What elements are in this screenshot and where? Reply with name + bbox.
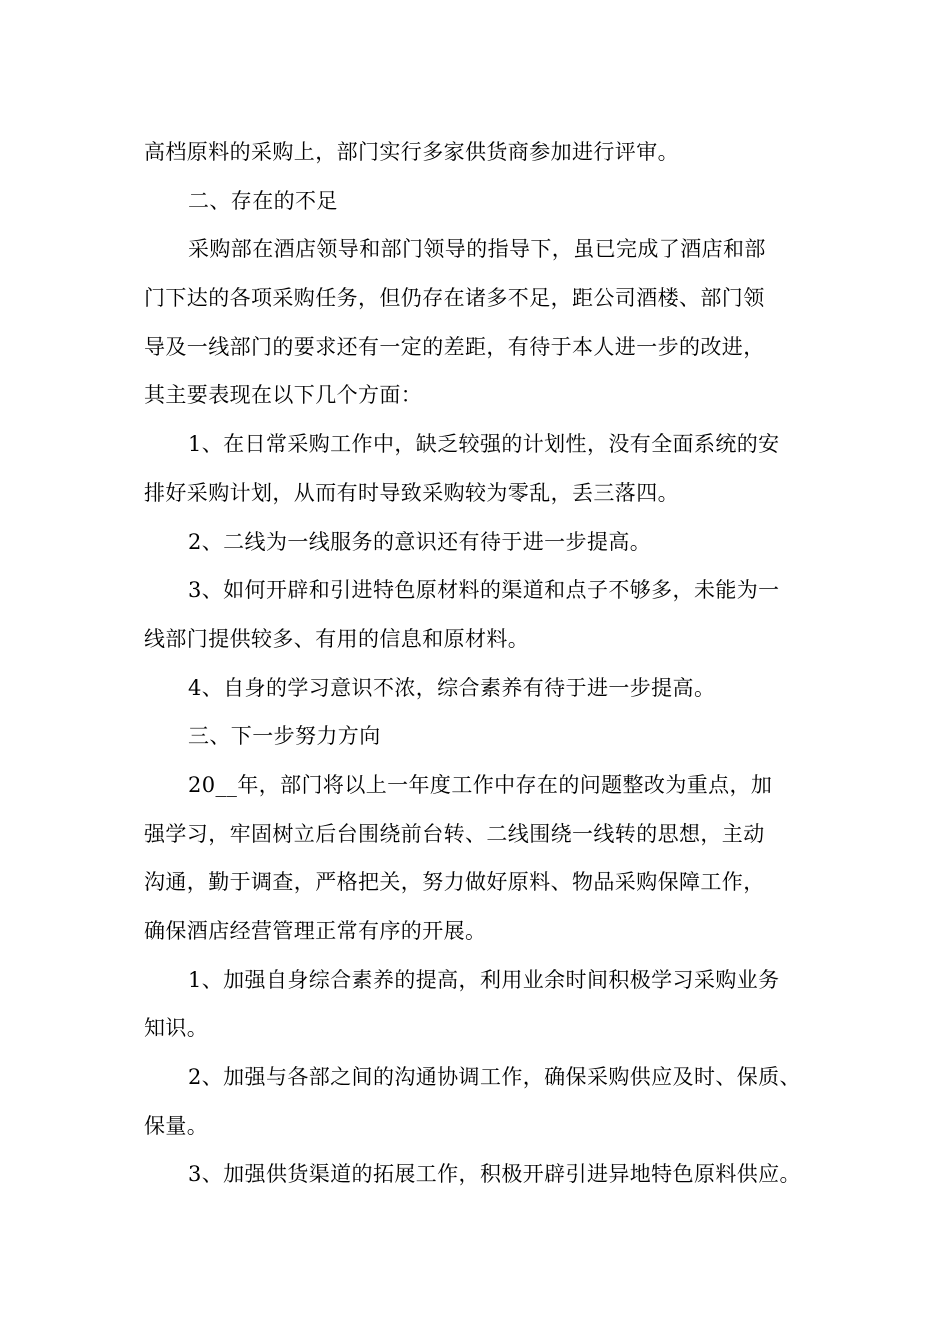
text-line: 强学习，牢固树立后台围绕前台转、二线围绕一线转的思想，主动 bbox=[144, 821, 765, 846]
text-line: 门下达的各项采购任务，但仍存在诸多不足，距公司酒楼、部门领 bbox=[144, 286, 765, 311]
text-line: 1、在日常采购工作中，缺乏较强的计划性，没有全面系统的安 bbox=[188, 432, 780, 457]
text-line: 导及一线部门的要求还有一定的差距，有待于本人进一步的改进， bbox=[144, 334, 765, 359]
text-line: 三、下一步努力方向 bbox=[188, 724, 381, 749]
text-line: 知识。 bbox=[144, 1016, 209, 1041]
text-line: 二、存在的不足 bbox=[188, 188, 338, 213]
text-line: 其主要表现在以下几个方面： bbox=[144, 383, 423, 408]
text-line: 确保酒店经营管理正常有序的开展。 bbox=[144, 919, 487, 943]
text-line: 高档原料的采购上，部门实行多家供货商参加进行评审。 bbox=[144, 140, 679, 164]
text-line: 采购部在酒店领导和部门领导的指导下，虽已完成了酒店和部 bbox=[188, 237, 766, 262]
document-body bbox=[144, 128, 834, 1199]
text-line: 1、加强自身综合素养的提高，利用业余时间积极学习采购业务 bbox=[188, 967, 780, 992]
text-line: 线部门提供较多、有用的信息和原材料。 bbox=[144, 626, 530, 651]
text-line: 3、加强供货渠道的拓展工作，积极开辟引进异地特色原料供应。 bbox=[188, 1162, 801, 1187]
text-line: 4、自身的学习意识不浓，综合素养有待于进一步提高。 bbox=[188, 675, 716, 700]
text-line: 20__年，部门将以上一年度工作中存在的问题整改为重点，加 bbox=[188, 772, 773, 797]
text-line: 2、二线为一线服务的意识还有待于进一步提高。 bbox=[188, 529, 652, 554]
text-line: 3、如何开辟和引进特色原材料的渠道和点子不够多，未能为一 bbox=[188, 578, 780, 603]
text-line: 2、加强与各部之间的沟通协调工作，确保采购供应及时、保质、 bbox=[188, 1065, 801, 1090]
text-line: 保量。 bbox=[144, 1113, 209, 1138]
text-line: 排好采购计划，从而有时导致采购较为零乱，丢三落四。 bbox=[144, 480, 679, 505]
text-line: 沟通，勤于调查，严格把关，努力做好原料、物品采购保障工作， bbox=[144, 870, 765, 895]
